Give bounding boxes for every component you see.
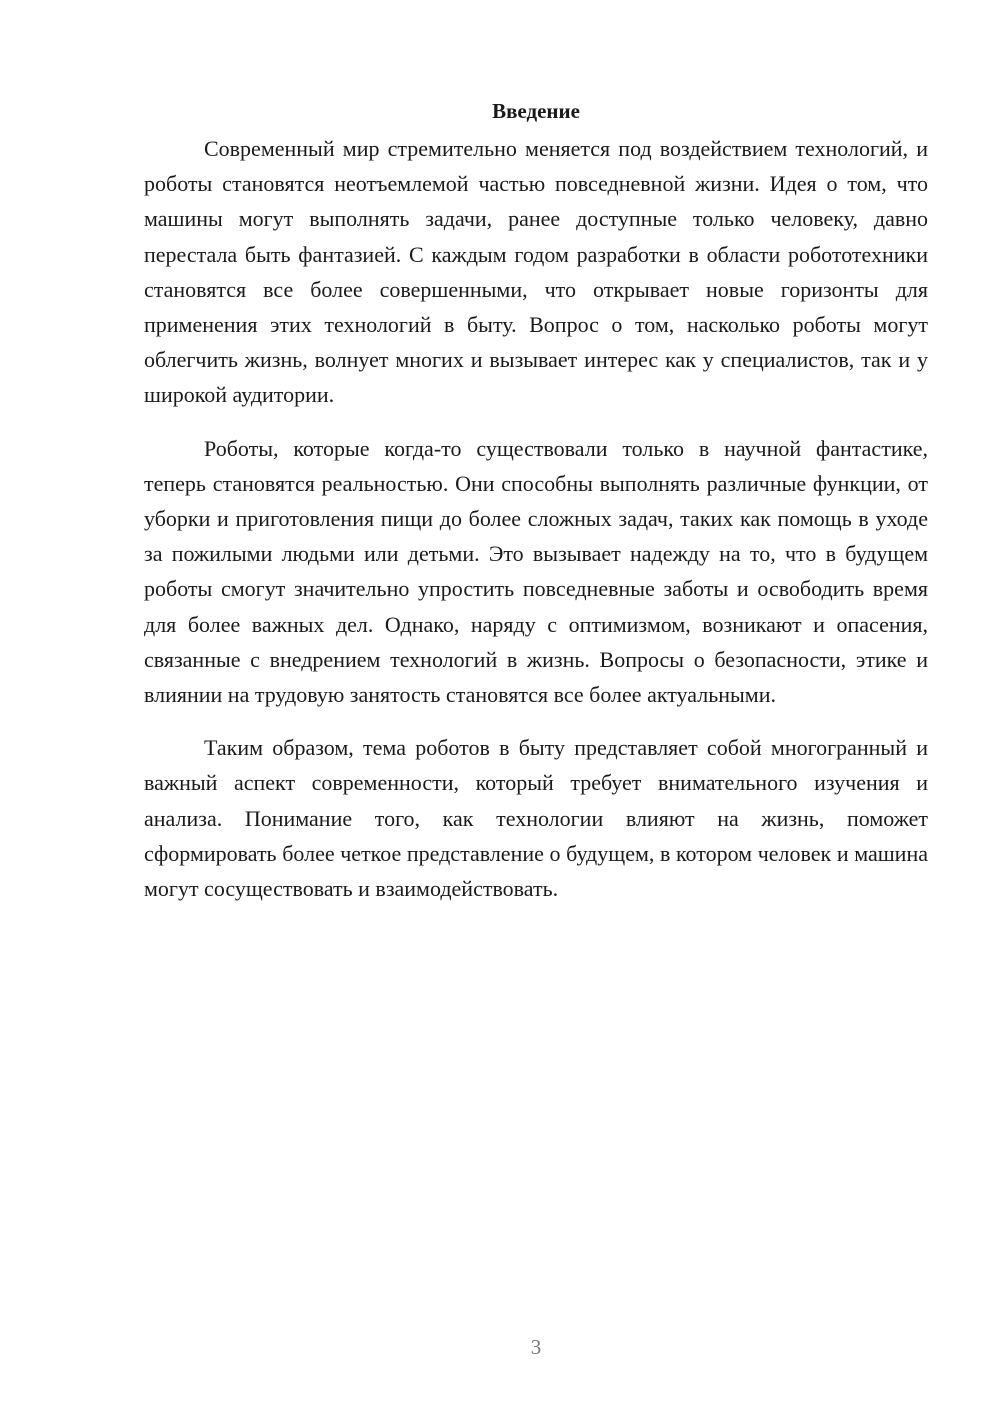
page-content	[144, 96, 928, 924]
section-title: Введение	[492, 99, 580, 123]
page-number: 3	[530, 1335, 542, 1359]
paragraph-3: Таким образом, тема роботов в быту представляет собой многогранный и важный аспект современности, который требует внимательного изучения и анализа. Понимание того, как технологии влияют на жизнь, поможет сформировать более четкое представление о будущем, в котором человек и машина могут сосуществовать и взаимодействовать.	[144, 735, 928, 902]
paragraph-2: Роботы, которые когда-то существовали только в научной фантастике, теперь становятся реальностью. Они способны выполнять различные функции, от уборки и приготовления пищи до более сложных задач, таких как помощь в уходе за пожилыми людьми или детьми. Это вызывает надежду на то, что в будущем роботы смогут значительно упростить повседневные заботы и освободить время для более важных дел. Однако, наряду с оптимизмом, возникают и опасения, связанные с внедрением технологий в жизнь. Вопросы о безопасности, этике и влиянии на трудовую занятость становятся все более актуальными.	[144, 435, 928, 708]
paragraph-1: Современный мир стремительно меняется под воздействием технологий, и роботы становятся неотъемлемой частью повседневной жизни. Идея о том, что машины могут выполнять задачи, ранее доступные только человеку, давно перестала быть фантазией. С каждым годом разработки в области робототехники становятся все более совершенными, что открывает новые горизонты для применения этих технологий в быту. Вопрос о том, насколько роботы могут облегчить жизнь, волнует многих и вызывает интерес как у специалистов, так и у широкой аудитории.	[144, 136, 928, 408]
